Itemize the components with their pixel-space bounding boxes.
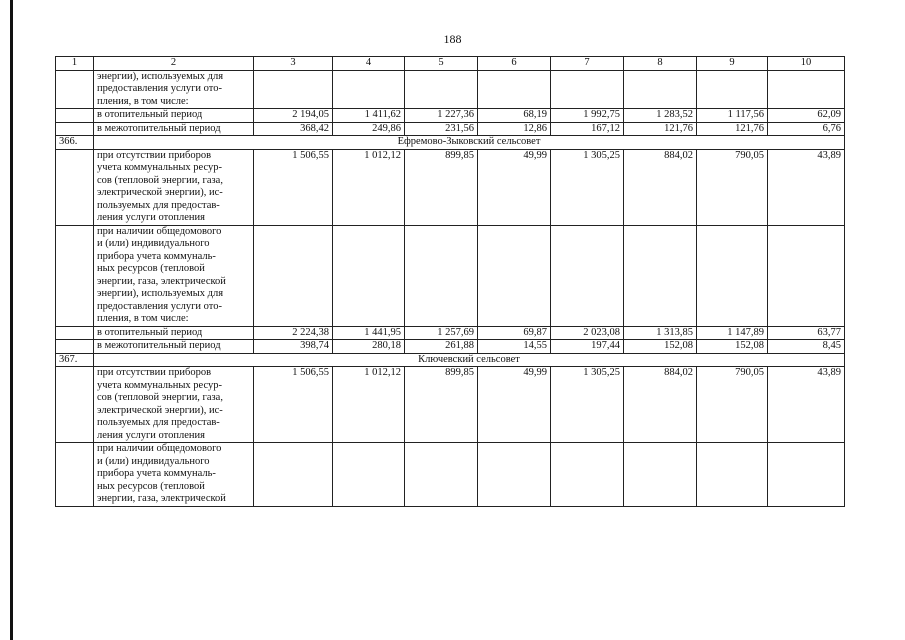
empty-cell bbox=[333, 225, 405, 326]
empty-cell bbox=[405, 443, 478, 507]
description-cell bbox=[94, 122, 254, 136]
value-cell: 1 012,12 bbox=[333, 367, 405, 443]
value-cell: 8,45 bbox=[768, 340, 845, 354]
description-cell bbox=[94, 225, 254, 326]
page-number: 188 bbox=[443, 32, 462, 46]
empty-cell bbox=[405, 70, 478, 109]
value-cell: 899,85 bbox=[405, 149, 478, 225]
description-line: энергии), используемых для bbox=[97, 70, 224, 82]
description-line: энергии), используемых для bbox=[97, 288, 224, 299]
description-cell bbox=[94, 149, 254, 225]
empty-cell bbox=[333, 70, 405, 109]
description-line: энергии, газа, электрической bbox=[97, 275, 226, 287]
description-line: предоставления услуги ото- bbox=[97, 300, 222, 312]
description-cell bbox=[94, 326, 254, 340]
description-line: прибора учета коммуналь- bbox=[97, 250, 216, 262]
index-cell bbox=[56, 149, 94, 225]
empty-cell bbox=[254, 70, 333, 109]
table-body bbox=[56, 57, 845, 507]
description-line: пользуемых для предостав- bbox=[97, 417, 220, 428]
empty-cell bbox=[768, 443, 845, 507]
value-cell: 2 194,05 bbox=[254, 109, 333, 123]
empty-cell bbox=[478, 225, 551, 326]
value-cell: 69,87 bbox=[478, 326, 551, 340]
table-row bbox=[56, 367, 845, 443]
value-cell: 249,86 bbox=[333, 122, 405, 136]
description-cell bbox=[94, 443, 254, 507]
table-row bbox=[56, 326, 845, 340]
description-line: сов (тепловой энергии, газа, bbox=[97, 392, 223, 403]
value-cell: 280,18 bbox=[333, 340, 405, 354]
column-header: 7 bbox=[551, 57, 624, 71]
description-line: при отсутствии приборов bbox=[97, 149, 212, 161]
description-line: сов (тепловой энергии, газа, bbox=[97, 174, 223, 186]
index-cell bbox=[56, 122, 94, 136]
empty-cell bbox=[254, 225, 333, 326]
section-title: Ефремово-Зыковский сельсовет bbox=[94, 136, 845, 150]
value-cell: 1 227,36 bbox=[405, 109, 478, 123]
column-header: 6 bbox=[478, 57, 551, 71]
description-cell bbox=[94, 109, 254, 123]
column-header: 4 bbox=[333, 57, 405, 71]
description-line: при наличии общедомового bbox=[97, 443, 222, 454]
table-row bbox=[56, 225, 845, 326]
value-cell: 43,89 bbox=[768, 149, 845, 225]
section-index: 366. bbox=[56, 136, 94, 150]
value-cell: 152,08 bbox=[624, 340, 697, 354]
empty-cell bbox=[624, 443, 697, 507]
empty-cell bbox=[254, 443, 333, 507]
column-header: 9 bbox=[697, 57, 768, 71]
description-line: пользуемых для предостав- bbox=[97, 199, 220, 211]
value-cell: 398,74 bbox=[254, 340, 333, 354]
value-cell: 1 441,95 bbox=[333, 326, 405, 340]
index-cell bbox=[56, 340, 94, 354]
description-line: и (или) индивидуального bbox=[97, 238, 210, 249]
empty-cell bbox=[697, 225, 768, 326]
empty-cell bbox=[624, 225, 697, 326]
value-cell: 1 117,56 bbox=[697, 109, 768, 123]
value-cell: 197,44 bbox=[551, 340, 624, 354]
value-cell: 899,85 bbox=[405, 367, 478, 443]
column-header: 3 bbox=[254, 57, 333, 71]
value-cell: 1 283,52 bbox=[624, 109, 697, 123]
column-header: 1 bbox=[56, 57, 94, 71]
table-row bbox=[56, 149, 845, 225]
value-cell: 12,86 bbox=[478, 122, 551, 136]
index-cell bbox=[56, 367, 94, 443]
description-line: учета коммунальных ресур- bbox=[97, 379, 222, 391]
value-cell: 368,42 bbox=[254, 122, 333, 136]
value-cell: 1 305,25 bbox=[551, 367, 624, 443]
table-row bbox=[56, 122, 845, 136]
description-cell bbox=[94, 367, 254, 443]
row-label: в межотопительный период bbox=[97, 340, 221, 351]
empty-cell bbox=[551, 225, 624, 326]
tariff-table bbox=[55, 56, 845, 507]
value-cell: 49,99 bbox=[478, 149, 551, 225]
value-cell: 1 506,55 bbox=[254, 149, 333, 225]
value-cell: 1 313,85 bbox=[624, 326, 697, 340]
index-cell bbox=[56, 109, 94, 123]
value-cell: 1 506,55 bbox=[254, 367, 333, 443]
description-line: энергии, газа, электрической bbox=[97, 493, 226, 504]
description-line: учета коммунальных ресур- bbox=[97, 162, 222, 173]
description-line: при наличии общедомового bbox=[97, 225, 222, 237]
description-line: электрической энергии), ис- bbox=[97, 404, 223, 416]
description-line: пления, в том числе: bbox=[97, 313, 189, 324]
empty-cell bbox=[768, 70, 845, 109]
value-cell: 152,08 bbox=[697, 340, 768, 354]
value-cell: 62,09 bbox=[768, 109, 845, 123]
section-index: 367. bbox=[56, 353, 94, 367]
row-label: в отопительный период bbox=[97, 326, 203, 338]
description-line: ных ресурсов (тепловой bbox=[97, 480, 205, 492]
value-cell: 1 147,89 bbox=[697, 326, 768, 340]
description-line: ления услуги отопления bbox=[97, 212, 205, 223]
description-line: предоставления услуги ото- bbox=[97, 83, 222, 94]
value-cell: 63,77 bbox=[768, 326, 845, 340]
value-cell: 43,89 bbox=[768, 367, 845, 443]
empty-cell bbox=[333, 443, 405, 507]
row-label: в отопительный период bbox=[97, 109, 203, 120]
table-row bbox=[56, 70, 845, 109]
index-cell bbox=[56, 443, 94, 507]
index-cell bbox=[56, 225, 94, 326]
description-line: электрической энергии), ис- bbox=[97, 187, 223, 198]
column-header: 5 bbox=[405, 57, 478, 71]
index-cell bbox=[56, 326, 94, 340]
value-cell: 231,56 bbox=[405, 122, 478, 136]
column-header: 2 bbox=[94, 57, 254, 71]
column-header: 10 bbox=[768, 57, 845, 71]
value-cell: 1 305,25 bbox=[551, 149, 624, 225]
empty-cell bbox=[551, 443, 624, 507]
description-line: при отсутствии приборов bbox=[97, 367, 212, 378]
value-cell: 121,76 bbox=[697, 122, 768, 136]
table-row bbox=[56, 109, 845, 123]
description-cell bbox=[94, 340, 254, 354]
value-cell: 2 023,08 bbox=[551, 326, 624, 340]
section-row bbox=[56, 136, 845, 150]
row-label: в межотопительный период bbox=[97, 122, 221, 134]
description-line: прибора учета коммуналь- bbox=[97, 468, 216, 479]
empty-cell bbox=[405, 225, 478, 326]
column-header: 8 bbox=[624, 57, 697, 71]
value-cell: 6,76 bbox=[768, 122, 845, 136]
description-line: ных ресурсов (тепловой bbox=[97, 263, 205, 274]
section-title: Ключевский сельсовет bbox=[94, 353, 845, 367]
empty-cell bbox=[624, 70, 697, 109]
column-header-row bbox=[56, 57, 845, 71]
description-cell bbox=[94, 70, 254, 109]
value-cell: 14,55 bbox=[478, 340, 551, 354]
empty-cell bbox=[478, 70, 551, 109]
index-cell bbox=[56, 70, 94, 109]
value-cell: 49,99 bbox=[478, 367, 551, 443]
value-cell: 790,05 bbox=[697, 149, 768, 225]
value-cell: 1 411,62 bbox=[333, 109, 405, 123]
value-cell: 68,19 bbox=[478, 109, 551, 123]
empty-cell bbox=[551, 70, 624, 109]
empty-cell bbox=[697, 443, 768, 507]
empty-cell bbox=[478, 443, 551, 507]
table-row bbox=[56, 340, 845, 354]
value-cell: 1 012,12 bbox=[333, 149, 405, 225]
description-line: ления услуги отопления bbox=[97, 429, 205, 441]
section-row bbox=[56, 353, 845, 367]
value-cell: 884,02 bbox=[624, 149, 697, 225]
value-cell: 261,88 bbox=[405, 340, 478, 354]
left-margin-rule bbox=[10, 0, 13, 640]
value-cell: 167,12 bbox=[551, 122, 624, 136]
table-row bbox=[56, 443, 845, 507]
value-cell: 2 224,38 bbox=[254, 326, 333, 340]
value-cell: 1 992,75 bbox=[551, 109, 624, 123]
value-cell: 790,05 bbox=[697, 367, 768, 443]
value-cell: 1 257,69 bbox=[405, 326, 478, 340]
value-cell: 884,02 bbox=[624, 367, 697, 443]
description-line: пления, в том числе: bbox=[97, 95, 189, 107]
value-cell: 121,76 bbox=[624, 122, 697, 136]
empty-cell bbox=[768, 225, 845, 326]
description-line: и (или) индивидуального bbox=[97, 455, 210, 467]
empty-cell bbox=[697, 70, 768, 109]
